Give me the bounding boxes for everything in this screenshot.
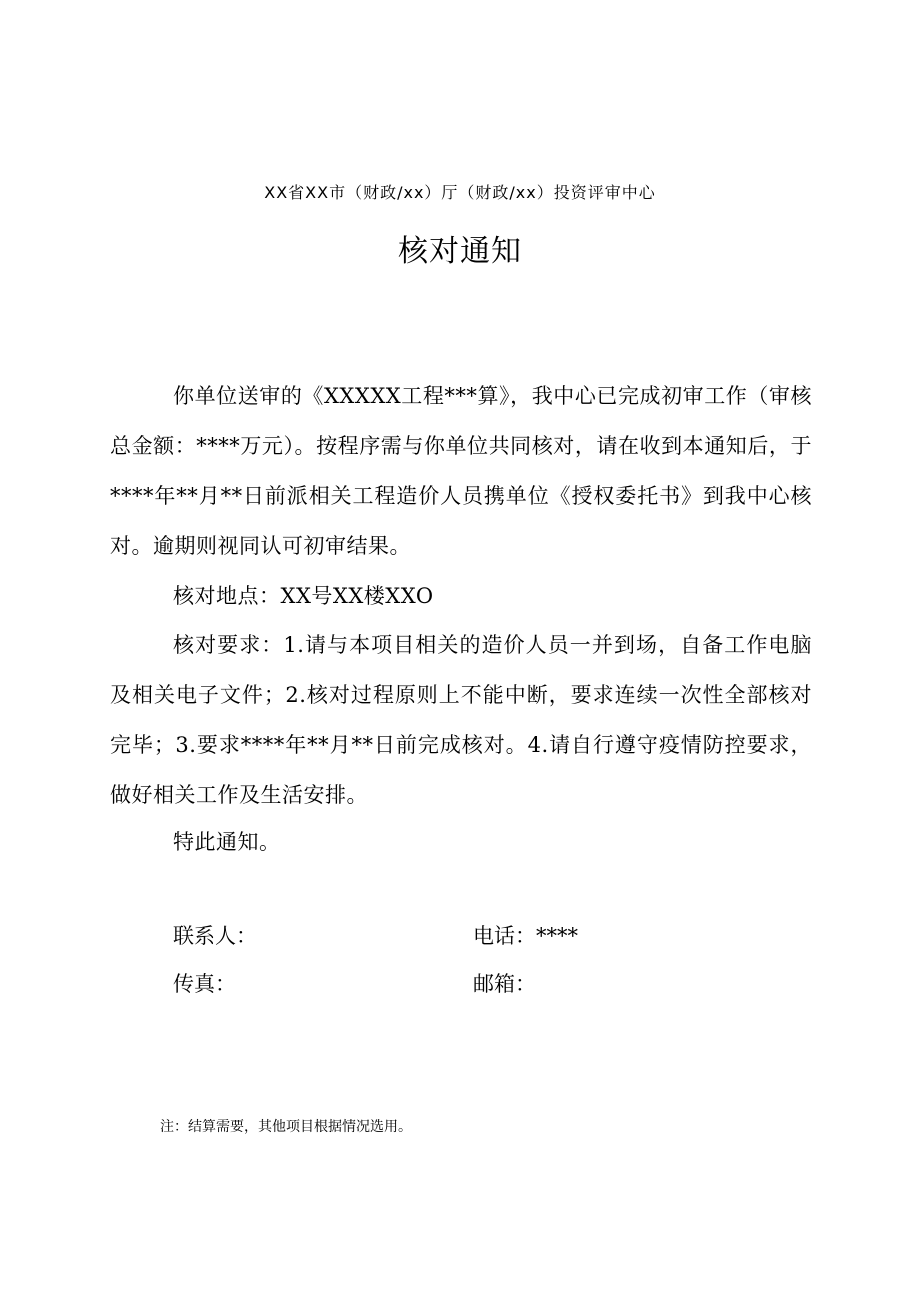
notice-paragraph-closing: 特此通知。 (173, 830, 281, 854)
notice-paragraph-requirements: 核对要求：1.请与本项目相关的造价人员一并到场，自备工作电脑及相关电子文件；2.核对过程原则上不能中断，要求连续一次性全部核对完毕；3.要求****年**月**日前完成核对。4.请自行遵守疫情防控要求，做好相关工作及生活安排。 (110, 633, 812, 807)
document-title: 核对通知 (398, 234, 522, 269)
notice-paragraph-main: 你单位送审的《XXXXX工程***算》，我中心已完成初审工作（审核总金额：****万元）。按程序需与你单位共同核对，请在收到本通知后，于****年**月**日前派相关工程造价人员携单位《授权委托书》到我中心核对。逾期则视同认可初审结果。 (110, 384, 812, 558)
contact-phone-label: 电话：**** (473, 924, 578, 948)
footnote: 注：结算需要，其他项目根据情况选用。 (160, 1119, 412, 1135)
issuing-organization: XX省XX市（财政/xx）厅（财政/xx）投资评审中心 (264, 183, 656, 202)
contact-person-label: 联系人： (173, 924, 257, 948)
notice-paragraph-location: 核对地点：XX号XX楼XXO (173, 584, 434, 608)
contact-fax-label: 传真： (173, 972, 236, 996)
contact-row-2 (173, 964, 813, 1004)
contact-email-label: 邮箱： (473, 972, 536, 996)
contact-row-1 (173, 916, 813, 956)
